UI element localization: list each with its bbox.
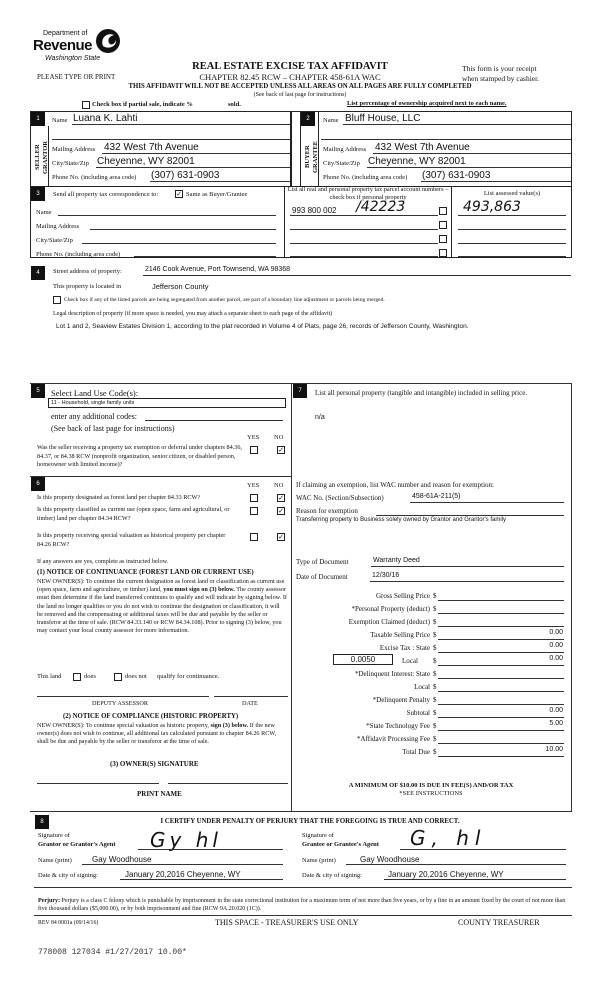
delinquent-penalty-label: *Delinquent Penalty (372, 696, 430, 704)
land-use-value: 11 - Household, single family units (51, 400, 135, 406)
buyer-phone-label: Phone No. (including area code) (323, 174, 408, 181)
ownership-note: List percentage of ownership acquired next to each name. (347, 100, 507, 107)
seller-mailing-line (102, 153, 290, 154)
notice2-title: (2) NOTICE OF COMPLIANCE (HISTORIC PROPERTY) (63, 713, 239, 720)
seller-city-line (96, 167, 290, 168)
historical-yes-checkbox[interactable] (250, 533, 258, 541)
gross-price-currency: $ (433, 592, 437, 600)
grantor-name-field[interactable]: Gay Woodhouse (92, 855, 152, 864)
grantor-name-label: Name (print) (38, 857, 72, 864)
wac-number-line (410, 502, 564, 503)
section-3-number: 3 (31, 187, 45, 201)
processing-fee-line (438, 743, 564, 744)
certify-statement: I CERTIFY UNDER PENALTY OF PERJURY THAT THE FOREGOING IS TRUE AND CORRECT. (160, 818, 460, 825)
seller-phone-field[interactable]: (307) 631-0903 (151, 170, 220, 181)
grantee-sig-label-2: Grantee or Grantee's Agent (302, 841, 379, 848)
notice1-title: (1) NOTICE OF CONTINUANCE (FOREST LAND OR CURRENT USE) (37, 569, 254, 576)
perjury-bold: Perjury: (38, 898, 60, 904)
grantor-date-field[interactable]: January 20,2016 Cheyenne, WY (125, 870, 241, 879)
excise-local-label: Local (402, 657, 418, 665)
perjury-text: Perjury is a class C felony which is punishable by imprisonment in the state correctional institution for a maximum term of not more than five years, or by a fine in an amount fixed by the court of not more than five thousand dollars ($5,000.00), or by both imprisonment and fine (RCW 9A.20.020 (1C)). (38, 898, 566, 912)
street-address-label: Street address of property: (53, 268, 122, 275)
seller-name-label: Name (52, 117, 68, 124)
exemption-reason-line (376, 515, 564, 516)
form-chapter: CHAPTER 82.45 RCW – CHAPTER 458-61A WAC (199, 72, 381, 82)
s5-no-header: NO (274, 434, 284, 441)
assessed-line-4 (458, 256, 566, 257)
corr-name-line (58, 215, 276, 216)
deputy-assessor-label: DEPUTY ASSESSOR (92, 700, 148, 707)
notice1-pre: NEW OWNER(S): To continue the current designation as forest land or classification as current use (open space, farm and agriculture, or timber) land, (37, 578, 285, 594)
notice2-post: If the new owner(s) does not wish to continue, all additional tax calculated pursuant to chapter 84.26 RCW, shall be due and payable by the seller or transferor at the time of sale. (37, 722, 277, 745)
delinquent-interest-state-currency: $ (433, 670, 437, 678)
parcel-line-1 (290, 215, 438, 216)
buyer-grantee-label: BUYER GRANTEE (304, 140, 319, 174)
agency-line2: Revenue (33, 37, 93, 54)
same-as-buyer-label: Same as Buyer/Grantee (186, 191, 248, 198)
section-5-number: 5 (31, 384, 45, 398)
if-yes-note: If any answers are yes, complete as instructed below. (37, 558, 169, 565)
parcel-divider-left (284, 186, 285, 258)
receipt-stamp: 778008 127034 #1/27/2017 10.00* (38, 948, 187, 957)
section-8-number: 8 (35, 815, 49, 829)
agency-line3: Washington State (45, 55, 101, 62)
excise-local-field[interactable]: 0.00 (549, 655, 563, 662)
does-qualify-checkbox[interactable] (73, 673, 81, 681)
grantee-name-label: Name (print) (302, 857, 336, 864)
please-type-label: PLEASE TYPE OR PRINT (37, 73, 116, 81)
grantor-date-line (120, 879, 283, 880)
right-border (571, 383, 572, 811)
street-address-field[interactable]: 2146 Cook Avenue, Port Townsend, WA 98368 (145, 266, 291, 273)
excise-state-line (438, 652, 564, 653)
buyer-side-rule-left (300, 111, 301, 187)
parcel-header: List all real and personal property tax parcel account numbers – check box if personal property (287, 186, 449, 201)
personal-property-deduct-currency: $ (433, 605, 437, 613)
notice1-post: The county assessor must then determine if the land transferred continues to qualify and will indicate by signing below. If the land no longer qualifies or you do not wish to continue the designation or classification, it will be removed and the compensating or additional taxes will be due and payable by the seller or transferor at the time of sale. (RCW 84.33.140 or RCW 84.34.108). Prior to signing (3) below, you may contact your local county assessor for more information. (37, 586, 287, 635)
same-as-buyer-checkbox[interactable]: ✓ (176, 190, 182, 198)
exemption-claimed-currency: $ (433, 618, 437, 626)
assessor-date-label: DATE (242, 700, 258, 707)
treasurer-use-label: THIS SPACE - TREASURER'S USE ONLY (215, 918, 359, 927)
receipt-note-2: when stamped by cashier. (462, 74, 540, 83)
assessed-line-3 (458, 243, 566, 244)
this-land-label: This land (37, 673, 62, 680)
receipt-note-1: This form is your receipt (462, 64, 537, 73)
taxable-price-line (438, 639, 564, 640)
s5-yes-header: YES (247, 434, 260, 441)
total-due-currency: $ (433, 748, 437, 756)
form-title: REAL ESTATE EXCISE TAX AFFIDAVIT (192, 61, 388, 72)
wac-number-field[interactable]: 458-61A-211(5) (412, 493, 461, 500)
notice2-pre: NEW OWNER(S): To continue special valuation as historic property, (37, 722, 209, 729)
seller-phone-label: Phone No. (including area code) (52, 174, 137, 181)
taxable-price-field[interactable]: 0.00 (549, 629, 563, 636)
send-correspondence-label: Send all property tax correspondence to: (53, 191, 159, 198)
corr-mailing-label: Mailing Address (36, 223, 80, 230)
seller-mailing-field[interactable]: 432 West 7th Avenue (104, 142, 199, 153)
partial-sale-suffix: sold. (228, 101, 241, 108)
buyer-mailing-field[interactable]: 432 West 7th Avenue (375, 142, 470, 153)
doc-date-label: Date of Document (296, 573, 348, 581)
grantee-date-field[interactable]: January 20,2016 Cheyenne, WY (388, 870, 504, 879)
assessed-line-1 (458, 215, 566, 216)
assessed-value-1[interactable]: 493,863 (463, 199, 521, 215)
delinquent-interest-state-label: *Delinquent Interest: State (354, 670, 430, 678)
does-label: does (84, 673, 96, 680)
s5-no-checkbox[interactable]: ✓ (278, 446, 284, 454)
technology-fee-currency: $ (433, 722, 437, 730)
corr-name-label: Name (36, 209, 52, 216)
subtotal-line (438, 717, 564, 718)
current-use-yes-checkbox[interactable] (250, 507, 258, 515)
buyer-mailing-line (373, 153, 571, 154)
county-treasurer-label: COUNTY TREASURER (458, 918, 540, 927)
seller-city-field[interactable]: Cheyenne, WY 82001 (97, 156, 195, 167)
legal-description-label: Legal description of property (if more space is needed, you may attach a separate sheet to each page of the affidavit) (53, 311, 333, 317)
processing-fee-currency: $ (433, 735, 437, 743)
notice2-body (37, 722, 287, 746)
grantor-date-label: Date & city of signing: (38, 872, 98, 879)
county-field[interactable]: Jefferson County (152, 282, 209, 291)
personal-property-checkbox-3[interactable] (439, 235, 447, 243)
forest-land-question: Is this property designated as forest land per chapter 84.33 RCW? (37, 494, 201, 501)
subtotal-field[interactable]: 0.00 (549, 707, 563, 714)
corr-phone-line (134, 256, 276, 257)
grantee-sig-label-1: Signature of (302, 832, 334, 839)
wac-number-label: WAC No. (Section/Subsection) (296, 494, 384, 502)
does-not-qualify-checkbox[interactable] (114, 673, 122, 681)
qualify-label: qualify for continuance. (157, 673, 220, 680)
delinquent-interest-local-label: Local (414, 683, 430, 691)
buyer-phone-line (421, 181, 571, 182)
historical-no-checkbox[interactable]: ✓ (278, 533, 284, 541)
excise-local-line (438, 665, 564, 666)
personal-property-deduct-line (438, 613, 564, 614)
buyer-name-line (343, 124, 571, 125)
buyer-name-field[interactable]: Bluff House, LLC (345, 113, 421, 124)
assessed-header: List assessed value(s) (483, 190, 541, 197)
personal-property-checkbox-2[interactable] (439, 221, 447, 229)
grantor-sig-label-2: Grantor or Grantor's Agent (38, 841, 116, 848)
dor-logo (33, 28, 133, 68)
personal-property-field[interactable]: n/a (315, 414, 325, 421)
personal-property-checkbox-4[interactable] (439, 249, 447, 257)
section-7-number: 7 (293, 384, 307, 398)
notice1-body (37, 578, 287, 635)
personal-property-checkbox-1[interactable] (439, 207, 447, 215)
delinquent-interest-local-line (438, 691, 564, 692)
buyer-city-field[interactable]: Cheyenne, WY 82001 (368, 156, 466, 167)
section-6-number: 6 (31, 477, 45, 491)
seller-name-line (72, 124, 290, 125)
section-8-top-rule (30, 811, 572, 812)
exemption-claimed-label: Exemption Claimed (deduct) (348, 618, 430, 626)
current-use-no-checkbox[interactable]: ✓ (278, 507, 284, 515)
delinquent-penalty-line (438, 704, 564, 705)
owner-signature-line[interactable] (37, 783, 159, 784)
buyer-phone-field[interactable]: (307) 631-0903 (422, 170, 491, 181)
grantor-name-line (82, 864, 283, 865)
subtotal-label: Subtotal (406, 709, 430, 717)
assessor-date-line (214, 696, 288, 697)
excise-state-label: Excise Tax : State (379, 644, 430, 652)
corr-phone-label: Phone No. (including area code) (36, 251, 121, 258)
land-use-select[interactable] (48, 398, 286, 408)
buyer-name-line2 (321, 139, 571, 140)
section-8-bottom-rule (34, 887, 572, 888)
doc-type-line (371, 566, 564, 567)
deputy-assessor-line (37, 696, 209, 697)
seller-grantor-label: SELLER GRANTOR (34, 140, 49, 174)
excise-local-currency: $ (433, 657, 437, 665)
delinquent-interest-local-currency: $ (433, 683, 437, 691)
partial-sale-checkbox[interactable] (82, 101, 90, 109)
see-instructions-note: *SEE INSTRUCTIONS (399, 790, 463, 797)
seller-name-line2 (52, 139, 290, 140)
grantee-signature[interactable]: G, hl (410, 826, 487, 850)
corr-mailing-line (90, 229, 276, 230)
taxable-price-label: Taxable Selling Price (370, 631, 430, 639)
forest-land-no-checkbox[interactable]: ✓ (278, 494, 284, 502)
exemption-claimed-line (438, 626, 564, 627)
seller-mailing-label: Mailing Address (52, 146, 96, 153)
delinquent-interest-state-line (438, 678, 564, 679)
completion-warning: THIS AFFIDAVIT WILL NOT BE ACCEPTED UNLESS ALL AREAS ON ALL PAGES ARE FULLY COMPLETED (128, 83, 472, 90)
seller-city-label: City/State/Zip (52, 160, 89, 167)
processing-fee-label: *Affidavit Processing Fee (357, 735, 430, 743)
section-1-number: 1 (31, 112, 45, 126)
form-revision: REV 84 0001a (09/14/16) (38, 920, 99, 926)
total-due-field[interactable]: 10.00 (545, 746, 563, 753)
grantee-name-line (346, 864, 566, 865)
total-due-label: Total Due (402, 748, 430, 756)
additional-codes-label: enter any additional codes: (51, 412, 137, 421)
exemption-reason-label: Reason for exemption (296, 507, 358, 515)
assessed-line-2 (458, 229, 566, 230)
segregated-parcel-label: Check box if any of the listed parcels are being segregated from another parcel, are part of a boundary line adjustment or parcels being merged. (64, 297, 385, 303)
located-in-label: This property is located in (53, 283, 122, 290)
additional-codes-line (145, 420, 283, 421)
section-6-top-rule (30, 476, 292, 477)
does-not-label: does not (125, 673, 147, 680)
technology-fee-label: *State Technology Fee (366, 722, 430, 730)
street-address-line (143, 275, 571, 276)
dor-wave-icon (95, 28, 121, 54)
local-rate-field[interactable] (333, 654, 393, 665)
grantee-date-label: Date & city of signing: (302, 872, 362, 879)
exemption-claim-label: If claiming an exemption, list WAC number and reason for exemption: (296, 481, 494, 489)
doc-type-field[interactable]: Warranty Deed (373, 557, 420, 564)
grantee-signature-line (400, 849, 566, 850)
grantee-name-field[interactable]: Gay Woodhouse (360, 855, 420, 864)
grantee-date-line (384, 879, 566, 880)
segregated-parcel-checkbox[interactable] (53, 296, 61, 304)
s6-yes-header: YES (247, 482, 260, 489)
notice2-bold: sign (3) below. (210, 722, 249, 729)
forest-land-yes-checkbox[interactable] (250, 494, 258, 502)
taxable-price-currency: $ (433, 631, 437, 639)
seller-name-field[interactable]: Luana K. Lahti (73, 113, 138, 124)
exemption-deferral-question: Was the seller receiving a property tax exemption or deferral under chapters 84.36, 84.37, or 84.38 RCW (nonprofit organization, senior citizen, or disabled person, homeowner with limited income)? (37, 444, 242, 468)
s5-yes-checkbox[interactable] (250, 446, 258, 454)
print-name-label: PRINT NAME (137, 790, 182, 798)
grantor-sig-label-1: Signature of (38, 832, 70, 839)
perjury-notice (38, 897, 568, 913)
excise-state-field[interactable]: 0.00 (549, 642, 563, 649)
historical-question: Is this property receiving special valuation as historical property per chapter 84.26 RCW? (37, 532, 226, 548)
owner-signature-label: (3) OWNER(S) SIGNATURE (110, 760, 199, 768)
buyer-city-label: City/State/Zip (323, 160, 360, 167)
section-2-number: 2 (301, 112, 315, 126)
doc-date-field[interactable]: 12/30/16 (372, 572, 400, 579)
gross-price-label: Gross Selling Price (375, 592, 430, 600)
parcel-line-4 (290, 256, 438, 257)
s6-no-header: NO (274, 482, 284, 489)
notice1-bold: you must sign on (3) below. (163, 586, 235, 594)
buyer-city-line (367, 167, 571, 168)
local-rate-value: 0.0050 (350, 655, 376, 664)
gross-price-line (438, 600, 564, 601)
doc-type-label: Type of Document (296, 558, 349, 566)
excise-state-currency: $ (433, 644, 437, 652)
total-due-line (438, 756, 564, 757)
buyer-mailing-label: Mailing Address (323, 146, 367, 153)
buyer-name-label: Name (323, 117, 339, 124)
grantor-signature-line (138, 849, 283, 850)
technology-fee-field[interactable]: 5.00 (549, 720, 563, 727)
personal-property-label: List all personal property (tangible and intangible) included in selling price. (315, 389, 528, 397)
subtotal-currency: $ (433, 709, 437, 717)
doc-date-line (370, 581, 564, 582)
legal-description-field[interactable]: Lot 1 and 2, Seaview Estates Division 1, according to the plat recorded in Volume 4 of Plats, page 26, records of Jefferson County, Washington. (56, 323, 469, 330)
section-4-number: 4 (31, 266, 45, 280)
exemption-reason-field[interactable]: Transferring property to Business solely owned by Grantor and Grantor's family (296, 517, 507, 523)
middle-divider (291, 383, 292, 811)
corr-city-label: City/State/Zip (36, 237, 73, 244)
parcel-line-3 (290, 243, 438, 244)
seller-phone-line (150, 181, 290, 182)
parcel-divider-right (451, 186, 452, 258)
land-use-label: Select Land Use Code(s): (51, 388, 139, 398)
perjury-bottom-rule (34, 915, 572, 916)
delinquent-penalty-currency: $ (433, 696, 437, 704)
technology-fee-line (438, 730, 564, 731)
parcel-line-2 (290, 229, 438, 230)
current-use-question: Is this property classified as current use (open space, farm and agricultural, or timber) land per chapter 84.34 RCW? (37, 506, 230, 522)
see-back-note: (See back of last page for instructions) (253, 92, 347, 98)
minimum-due-note: A MINIMUM OF $10.00 IS DUE IN FEE(S) AND/OR TAX (348, 782, 514, 789)
personal-property-deduct-label: *Personal Property (deduct) (351, 605, 430, 613)
corr-city-line (82, 243, 276, 244)
grantor-signature[interactable]: Gy hl (150, 828, 222, 852)
partial-sale-label: Check box if partial sale, indicate % (92, 101, 193, 108)
agency-line1: Department of (43, 30, 88, 37)
parcel-number-1[interactable]: 993 800 002 (292, 206, 337, 215)
parcel-handwritten-1: /42223 (356, 199, 406, 215)
land-use-see-back: (See back of last page for instructions) (51, 424, 175, 433)
owner-print-line[interactable] (168, 783, 288, 784)
